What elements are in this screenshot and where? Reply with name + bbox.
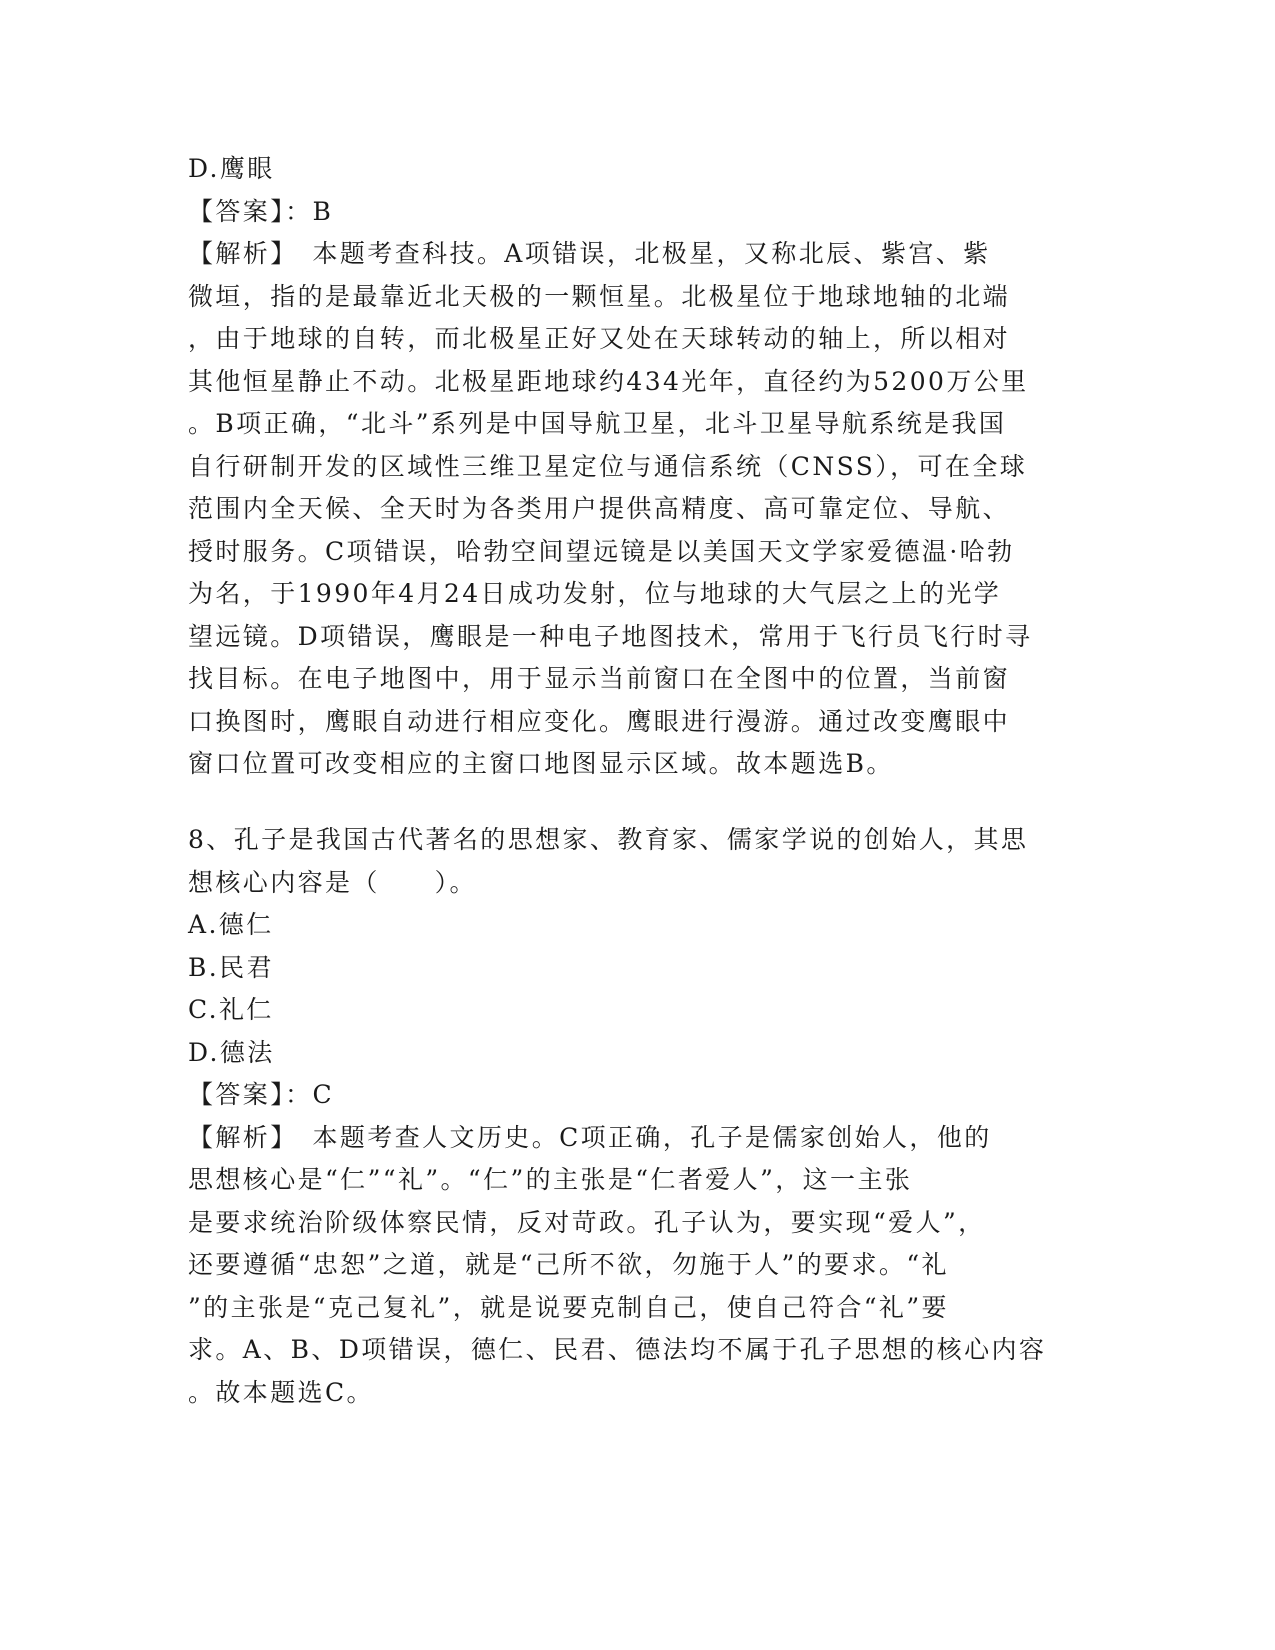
explanation-line: 是要求统治阶级体察民情，反对苛政。孔子认为，要实现“爱人”，: [188, 1207, 986, 1237]
question-8-block: [188, 819, 1088, 1414]
explanation-line: 【解析】 本题考查科技。A项错误，北极星，又称北辰、紫宫、紫: [188, 239, 991, 268]
question-stem-line: 8、孔子是我国古代著名的思想家、教育家、儒家学说的创始人，其思: [188, 825, 1029, 854]
explanation-line: 其他恒星静止不动。北极星距地球约434光年，直径约为5200万公里: [188, 366, 1029, 396]
explanation-line: 窗口位置可改变相应的主窗口地图显示区域。故本题选B。: [188, 749, 894, 778]
explanation-line: 。故本题选C。: [188, 1377, 374, 1407]
question-stem-line: 想核心内容是（ ）。: [188, 867, 477, 897]
option-d: D.德法: [188, 1037, 275, 1067]
explanation-line: 【解析】 本题考查人文历史。C项正确，孔子是儒家创始人，他的: [188, 1122, 992, 1152]
explanation-line: 望远镜。D项错误，鹰眼是一种电子地图技术，常用于飞行员飞行时寻: [188, 621, 1033, 651]
previous-question-block: [188, 148, 1088, 786]
explanation-line: 为名，于1990年4月24日成功发射，位与地球的大气层之上的光学: [188, 579, 1002, 608]
explanation-line: 还要遵循“忠恕”之道，就是“己所不欲，勿施于人”的要求。“礼: [188, 1250, 949, 1279]
option-c: C.礼仁: [188, 995, 274, 1024]
explanation-line: 找目标。在电子地图中，用于显示当前窗口在全图中的位置，当前窗: [188, 664, 1011, 693]
option-d: D.鹰眼: [188, 154, 275, 183]
explanation-line: 。B项正确，“北斗”系列是中国导航卫星，北斗卫星导航系统是我国: [188, 409, 1007, 438]
explanation-line: ”的主张是“克己复礼”，就是说要克制自己，使自己符合“礼”要: [188, 1292, 949, 1322]
explanation-line: 口换图时，鹰眼自动进行相应变化。鹰眼进行漫游。通过改变鹰眼中: [188, 706, 1011, 736]
explanation-line: 授时服务。C项错误，哈勃空间望远镜是以美国天文学家爱德温·哈勃: [188, 536, 1015, 566]
explanation-line: ，由于地球的自转，而北极星正好又处在天球转动的轴上，所以相对: [188, 324, 1011, 353]
explanation-line: 思想核心是“仁”“礼”。“仁”的主张是“仁者爱人”，这一主张: [188, 1165, 913, 1194]
explanation-line: 自行研制开发的区域性三维卫星定位与通信系统（CNSS），可在全球: [188, 451, 1028, 481]
answer-line: 【答案】：B: [188, 196, 334, 226]
answer-line: 【答案】：C: [188, 1080, 335, 1109]
explanation-line: 求。A、B、D项错误，德仁、民君、德法均不属于孔子思想的核心内容: [188, 1335, 1047, 1364]
option-b: B.民君: [188, 952, 274, 982]
explanation-line: 微垣，指的是最靠近北天极的一颗恒星。北极星位于地球地轴的北端: [188, 281, 1011, 311]
option-a: A.德仁: [188, 910, 274, 939]
explanation-line: 范围内全天候、全天时为各类用户提供高精度、高可靠定位、导航、: [188, 494, 1011, 523]
